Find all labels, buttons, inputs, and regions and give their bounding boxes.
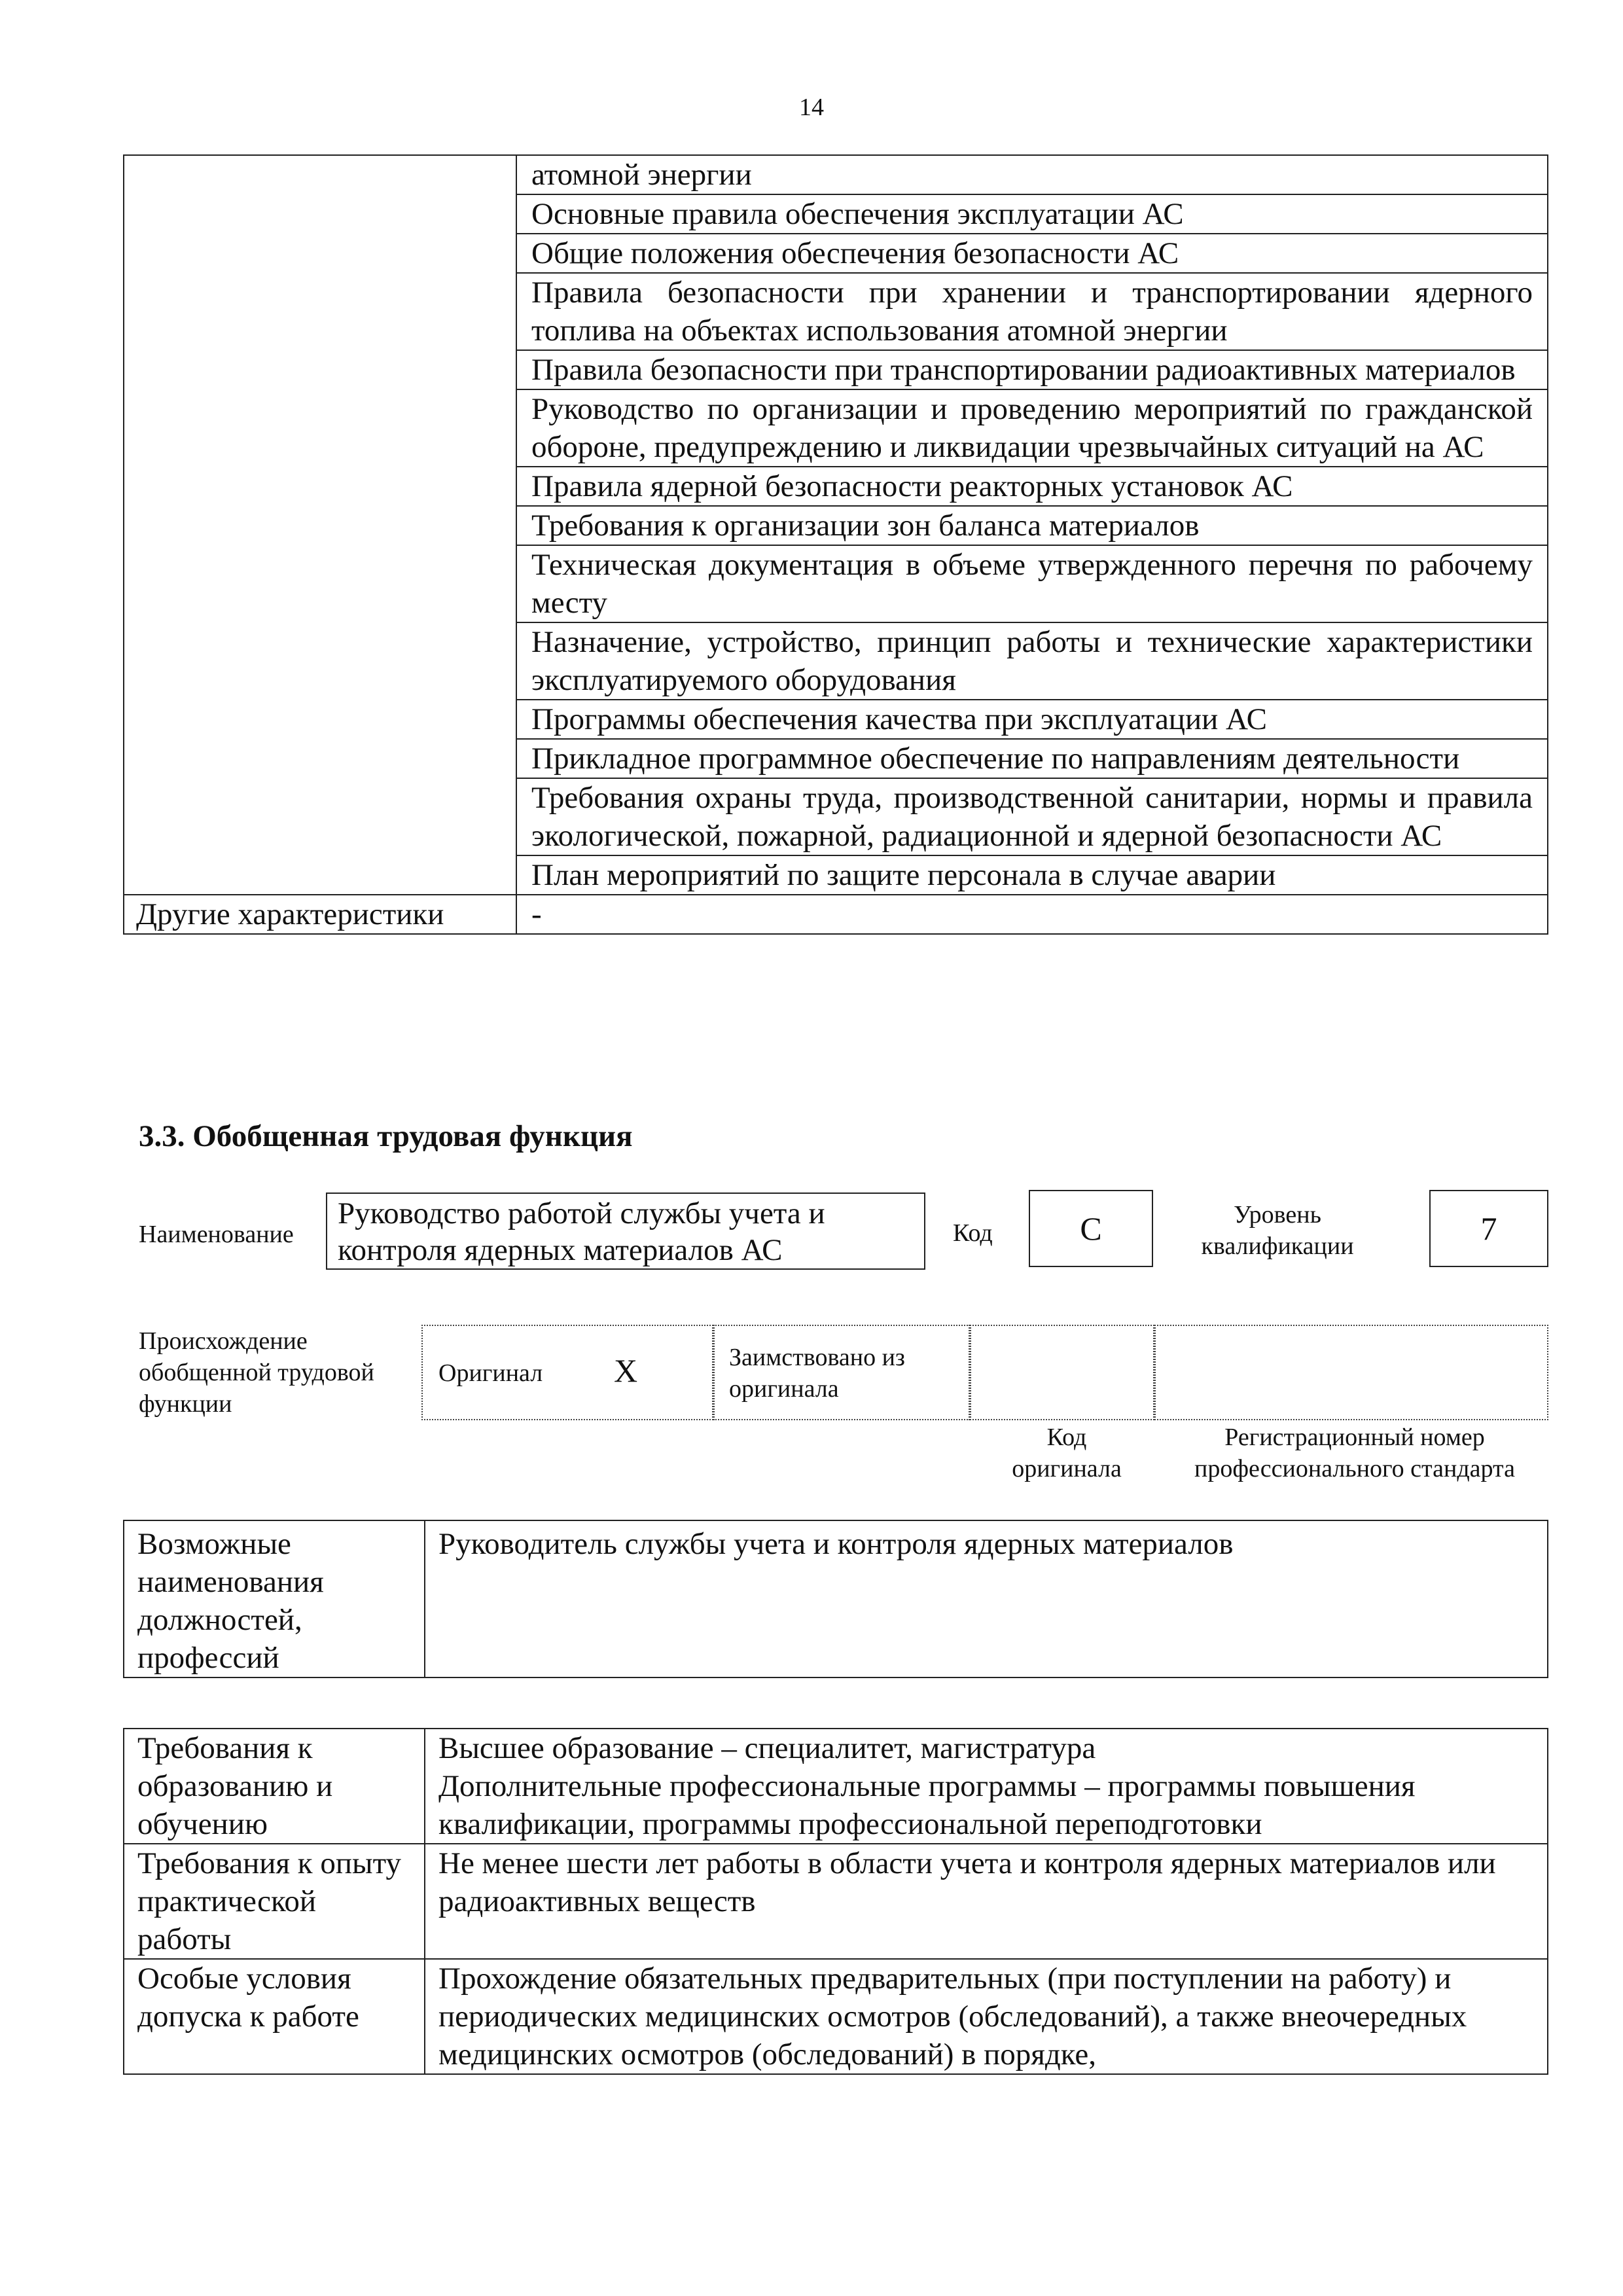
- positions-value: Руководитель службы учета и контроля ядерных материалов: [425, 1520, 1548, 1677]
- table-row: [124, 1959, 1548, 2074]
- qualification-level-value: 7: [1429, 1190, 1548, 1267]
- page-number: 14: [799, 94, 824, 121]
- requirements-table: [123, 1728, 1548, 2075]
- function-name-value: Руководство работой службы учета и контроля ядерных материалов АС: [326, 1193, 925, 1270]
- origin-original-cell: [421, 1325, 713, 1420]
- qualification-level-label: Уровень квалификации: [1201, 1201, 1354, 1260]
- origin-reg-caption: Регистрационный номер профессионального стандарта: [1194, 1424, 1515, 1482]
- knowledge-table: [123, 154, 1548, 935]
- requirement-line: Высшее образование – специалитет, магистратура: [438, 1731, 1096, 1765]
- requirement-value: [425, 1959, 1548, 2074]
- knowledge-item: Назначение, устройство, принцип работы и технические характеристики эксплуатируемого оборудования: [516, 622, 1548, 700]
- table-row: [124, 895, 1548, 934]
- positions-label: Возможные наименования должностей, профессий: [124, 1520, 425, 1677]
- origin-label: Происхождение обобщенной трудовой функции: [139, 1327, 374, 1418]
- positions-table: [123, 1520, 1548, 1678]
- other-characteristics-value: -: [516, 895, 1548, 934]
- other-characteristics-label: Другие характеристики: [124, 895, 516, 934]
- origin-code-caption: Код оригинала: [1012, 1424, 1122, 1482]
- knowledge-item: Руководство по организации и проведению мероприятий по гражданской обороне, предупреждению и ликвидации чрезвычайных ситуаций на АС: [516, 389, 1548, 467]
- origin-code-cell: [970, 1325, 1154, 1420]
- origin-original-mark: Х: [614, 1352, 638, 1389]
- table-row: [124, 155, 1548, 194]
- table-row: [124, 1844, 1548, 1959]
- code-label: Код: [953, 1219, 993, 1247]
- origin-borrowed-cell: [713, 1325, 970, 1420]
- table-row: [124, 1520, 1548, 1677]
- table-row: [124, 1729, 1548, 1844]
- name-label: Наименование: [139, 1221, 294, 1248]
- section-heading: 3.3. Обобщенная трудовая функция: [139, 1119, 633, 1153]
- knowledge-label-cell: [124, 155, 516, 895]
- knowledge-item: Программы обеспечения качества при эксплуатации АС: [516, 700, 1548, 739]
- code-value: С: [1029, 1190, 1153, 1267]
- knowledge-item: Правила ядерной безопасности реакторных установок АС: [516, 467, 1548, 506]
- knowledge-item: Прикладное программное обеспечение по направлениям деятельности: [516, 739, 1548, 778]
- knowledge-item: Правила безопасности при хранении и транспортировании ядерного топлива на объектах использования атомной энергии: [516, 273, 1548, 350]
- requirement-label: Требования к образованию и обучению: [124, 1729, 425, 1844]
- knowledge-item: Требования к организации зон баланса материалов: [516, 506, 1548, 545]
- knowledge-item: План мероприятий по защите персонала в случае аварии: [516, 855, 1548, 895]
- origin-borrowed-label: Заимствовано из оригинала: [729, 1344, 905, 1403]
- knowledge-item: Требования охраны труда, производственной санитарии, нормы и правила экологической, пожарной, радиационной и ядерной безопасности АС: [516, 778, 1548, 855]
- requirement-label: Особые условия допуска к работе: [124, 1959, 425, 2074]
- origin-reg-cell: [1154, 1325, 1548, 1420]
- requirement-line: Прохождение обязательных предварительных (при поступлении на работу) и периодических медицинских осмотров (обследований), а также внеочередных медицинских осмотров (обследований) в порядке,: [438, 1962, 1467, 2072]
- knowledge-item: Техническая документация в объеме утвержденного перечня по рабочему месту: [516, 545, 1548, 622]
- requirement-line: Не менее шести лет работы в области учета и контроля ядерных материалов или радиоактивных веществ: [438, 1846, 1496, 1918]
- requirement-value: [425, 1729, 1548, 1844]
- requirement-label: Требования к опыту практической работы: [124, 1844, 425, 1959]
- origin-row: [421, 1325, 1548, 1420]
- knowledge-item: Основные правила обеспечения эксплуатации АС: [516, 194, 1548, 234]
- origin-original-label: Оригинал: [438, 1359, 543, 1387]
- knowledge-item: Общие положения обеспечения безопасности АС: [516, 234, 1548, 273]
- knowledge-item: Правила безопасности при транспортировании радиоактивных материалов: [516, 350, 1548, 389]
- requirement-value: [425, 1844, 1548, 1959]
- knowledge-item: атомной энергии: [516, 155, 1548, 194]
- requirement-line: Дополнительные профессиональные программы – программы повышения квалификации, программы профессиональной переподготовки: [438, 1769, 1416, 1841]
